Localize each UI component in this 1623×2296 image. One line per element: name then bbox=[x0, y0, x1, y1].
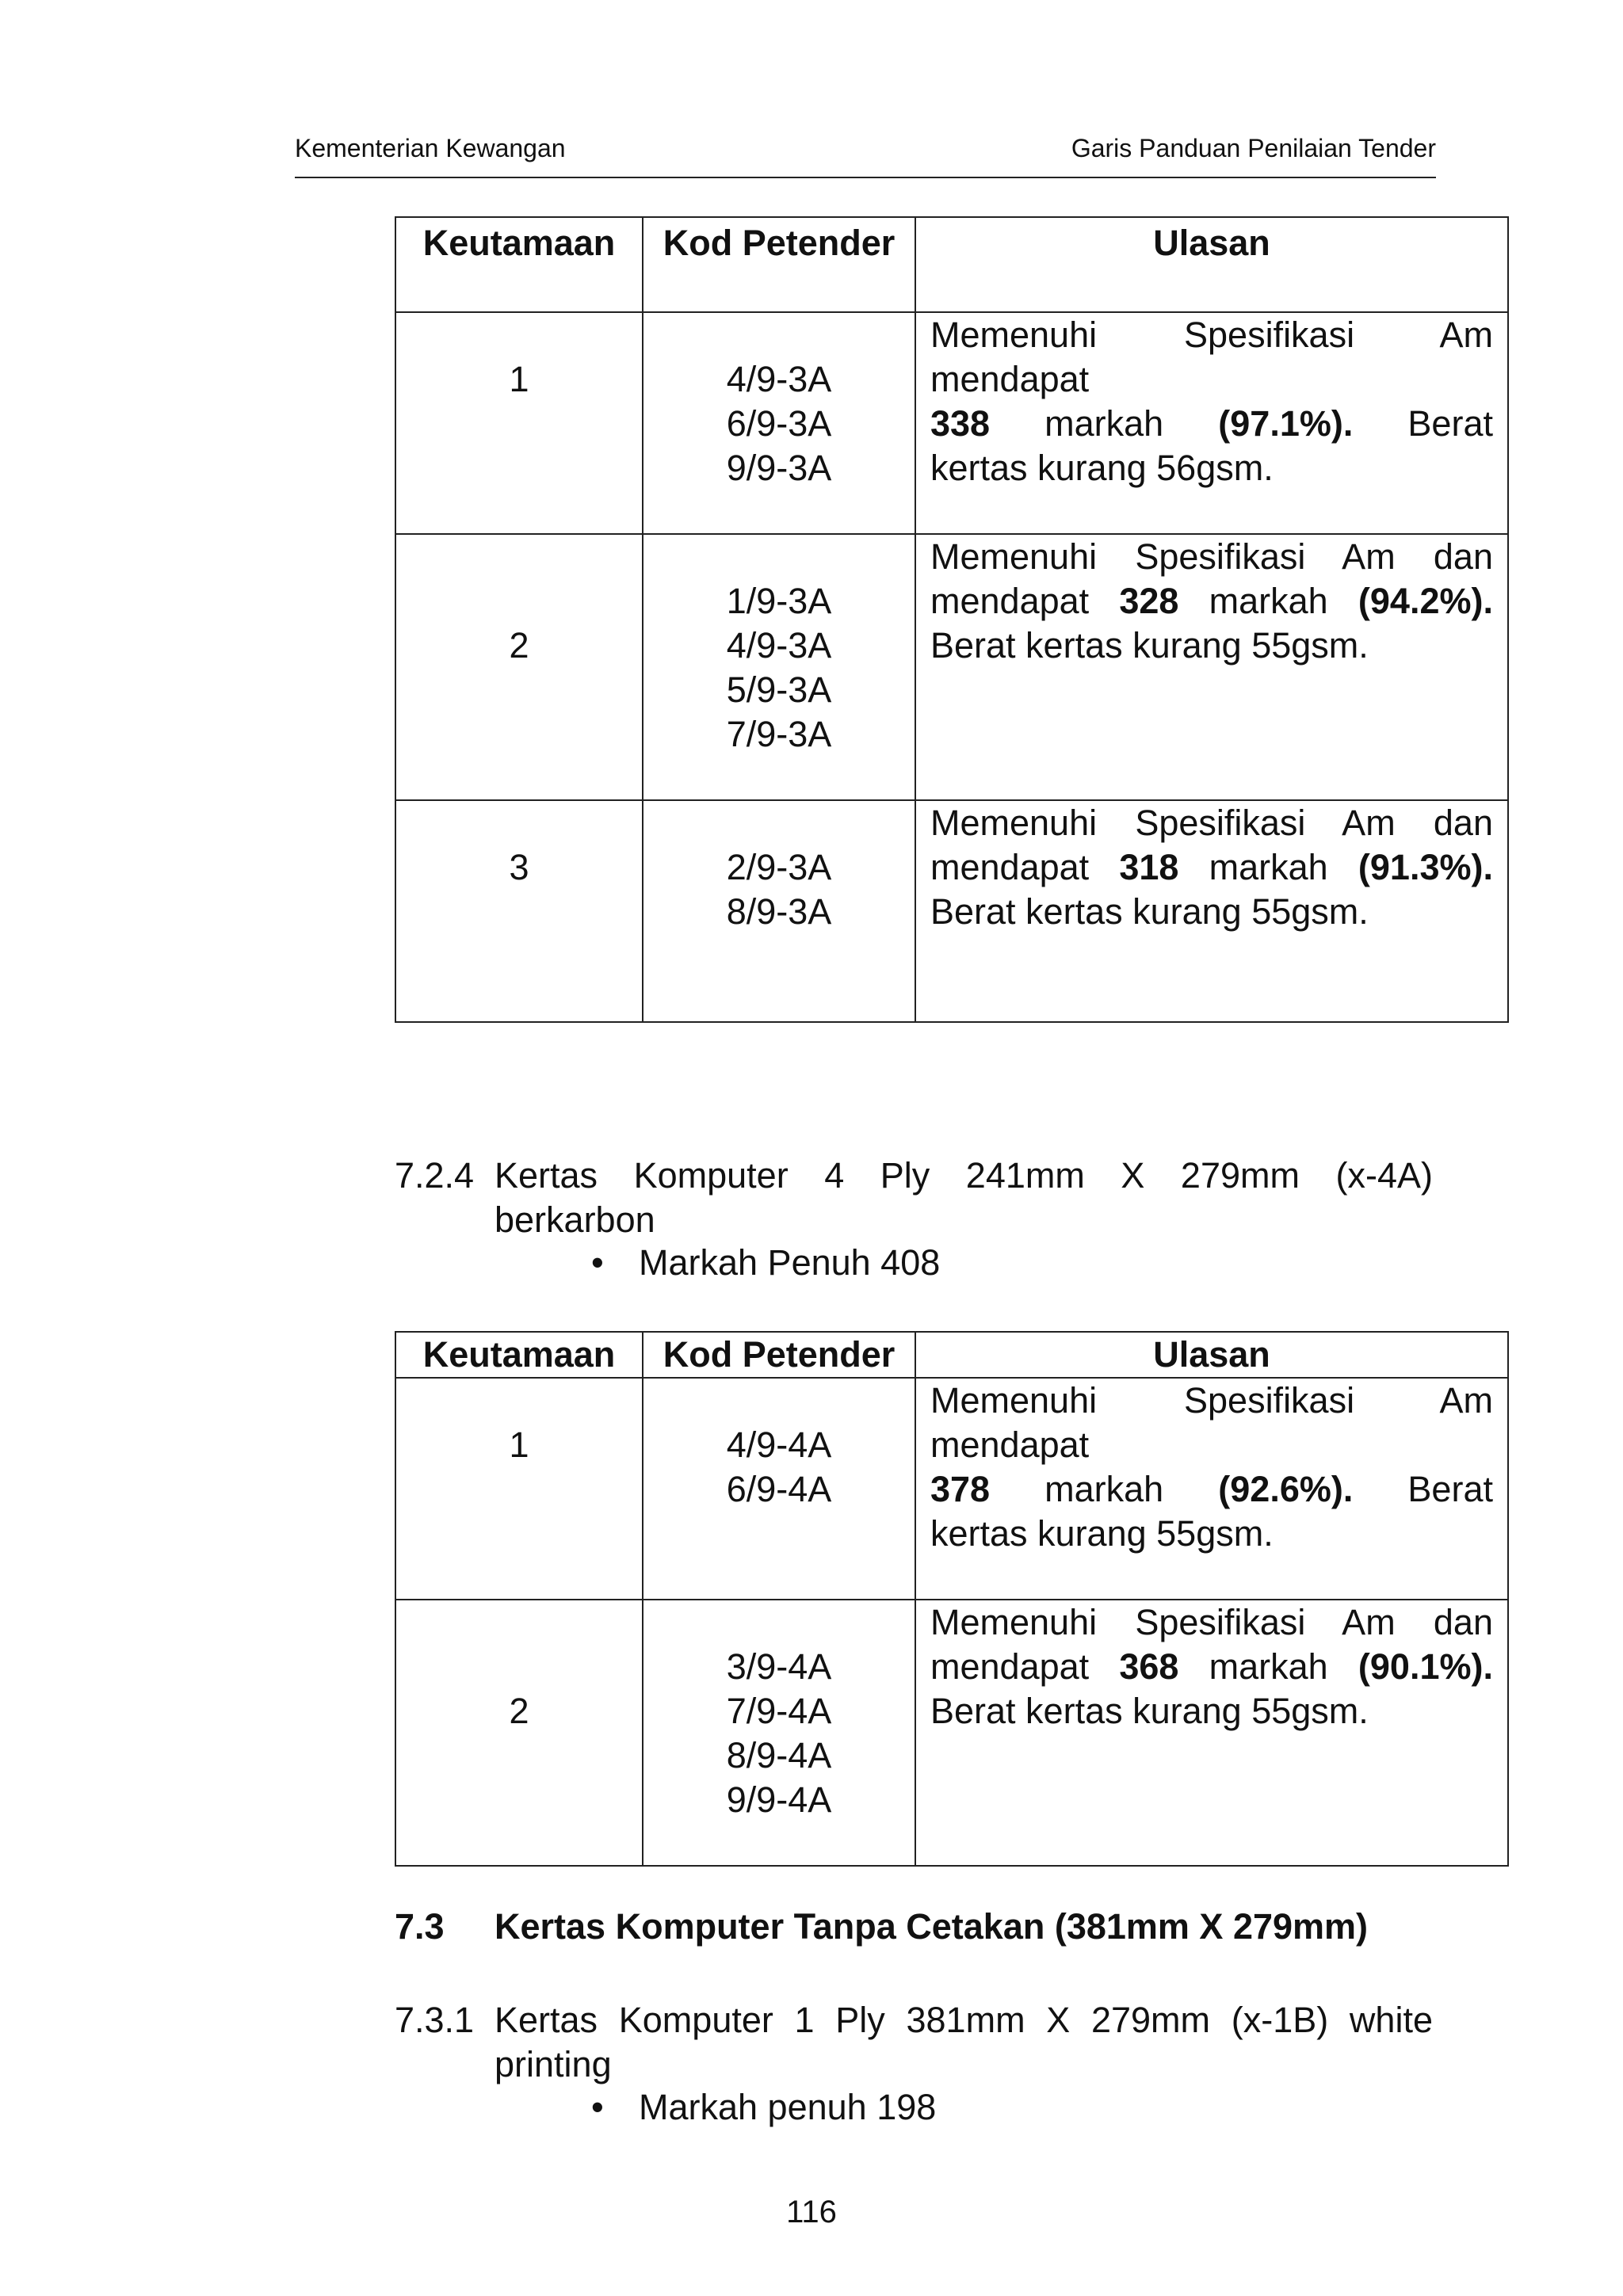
section-73-number: 7.3 bbox=[395, 1906, 445, 1947]
header-ulasan: Ulasan bbox=[915, 217, 1508, 312]
tender-code: 7/9-3A bbox=[726, 714, 832, 754]
ulasan-cell: Memenuhi Spesifikasi Am mendapat 378 markah (92.6%). Berat kertas kurang 55gsm. bbox=[915, 1378, 1508, 1600]
table-row bbox=[395, 1378, 1508, 1600]
rank-value: 1 bbox=[509, 1425, 529, 1465]
priority-table-3a bbox=[395, 216, 1509, 1023]
header-doc-title: Garis Panduan Penilaian Tender bbox=[1071, 134, 1436, 162]
rank-value: 2 bbox=[509, 625, 529, 666]
header-kod-petender: Kod Petender bbox=[643, 217, 915, 312]
ulasan-cell: Memenuhi Spesifikasi Am dan mendapat 368 markah (90.1%). Berat kertas kurang 55gsm. bbox=[915, 1600, 1508, 1866]
tender-code: 6/9-3A bbox=[726, 403, 832, 444]
tender-code: 9/9-3A bbox=[726, 448, 832, 488]
header-keutamaan: Keutamaan bbox=[395, 217, 643, 312]
section-731-title-line1: Kertas Komputer 1 Ply 381mm X 279mm (x-1B) white bbox=[495, 2000, 1433, 2040]
page-header bbox=[295, 131, 1436, 178]
section-731-title-line2: printing bbox=[495, 2044, 612, 2084]
rank-value: 1 bbox=[509, 359, 529, 399]
ulasan-cell: Memenuhi Spesifikasi Am dan mendapat 328 markah (94.2%). Berat kertas kurang 55gsm. bbox=[915, 534, 1508, 800]
priority-table-4a bbox=[395, 1331, 1509, 1867]
section-724-bullet bbox=[591, 1242, 940, 1283]
header-ministry: Kementerian Kewangan bbox=[295, 134, 566, 162]
section-724-title-line2: berkarbon bbox=[495, 1199, 655, 1240]
section-724-number: 7.2.4 bbox=[395, 1155, 475, 1196]
table-row bbox=[395, 1600, 1508, 1866]
tender-code: 6/9-4A bbox=[726, 1469, 832, 1509]
tender-code: 5/9-3A bbox=[726, 669, 832, 710]
section-731-number: 7.3.1 bbox=[395, 2000, 475, 2040]
tender-code: 4/9-3A bbox=[726, 359, 832, 399]
table-row bbox=[395, 800, 1508, 1022]
header-ulasan: Ulasan bbox=[915, 1332, 1508, 1378]
tender-code: 4/9-4A bbox=[726, 1425, 832, 1465]
full-marks-label: Markah Penuh 408 bbox=[639, 1242, 941, 1283]
tender-code: 3/9-4A bbox=[726, 1646, 832, 1687]
bullet-icon: • bbox=[591, 2087, 604, 2127]
full-marks-label: Markah penuh 198 bbox=[639, 2087, 937, 2127]
table-row bbox=[395, 312, 1508, 534]
section-731-bullet bbox=[591, 2087, 936, 2128]
rank-value: 2 bbox=[509, 1691, 529, 1731]
ulasan-cell: Memenuhi Spesifikasi Am dan mendapat 318 markah (91.3%). Berat kertas kurang 55gsm. bbox=[915, 800, 1508, 1022]
tender-code: 8/9-3A bbox=[726, 891, 832, 932]
bullet-icon: • bbox=[591, 1242, 604, 1283]
tender-code: 2/9-3A bbox=[726, 847, 832, 887]
header-kod-petender: Kod Petender bbox=[643, 1332, 915, 1378]
section-724-title-line1: Kertas Komputer 4 Ply 241mm X 279mm (x-4A) bbox=[495, 1155, 1433, 1196]
section-73-title: Kertas Komputer Tanpa Cetakan (381mm X 279mm) bbox=[495, 1906, 1369, 1947]
tender-code: 4/9-3A bbox=[726, 625, 832, 666]
ulasan-cell: Memenuhi Spesifikasi Am mendapat 338 markah (97.1%). Berat kertas kurang 56gsm. bbox=[915, 312, 1508, 534]
header-keutamaan: Keutamaan bbox=[395, 1332, 643, 1378]
section-73-heading bbox=[395, 1906, 1368, 1947]
table-header-row bbox=[395, 217, 1508, 312]
tender-code: 9/9-4A bbox=[726, 1779, 832, 1820]
table-row bbox=[395, 534, 1508, 800]
tender-code: 7/9-4A bbox=[726, 1691, 832, 1731]
page-number: 116 bbox=[786, 2195, 837, 2229]
table-header-row bbox=[395, 1332, 1508, 1378]
tender-code: 1/9-3A bbox=[726, 581, 832, 621]
rank-value: 3 bbox=[509, 847, 529, 887]
tender-code: 8/9-4A bbox=[726, 1735, 832, 1775]
